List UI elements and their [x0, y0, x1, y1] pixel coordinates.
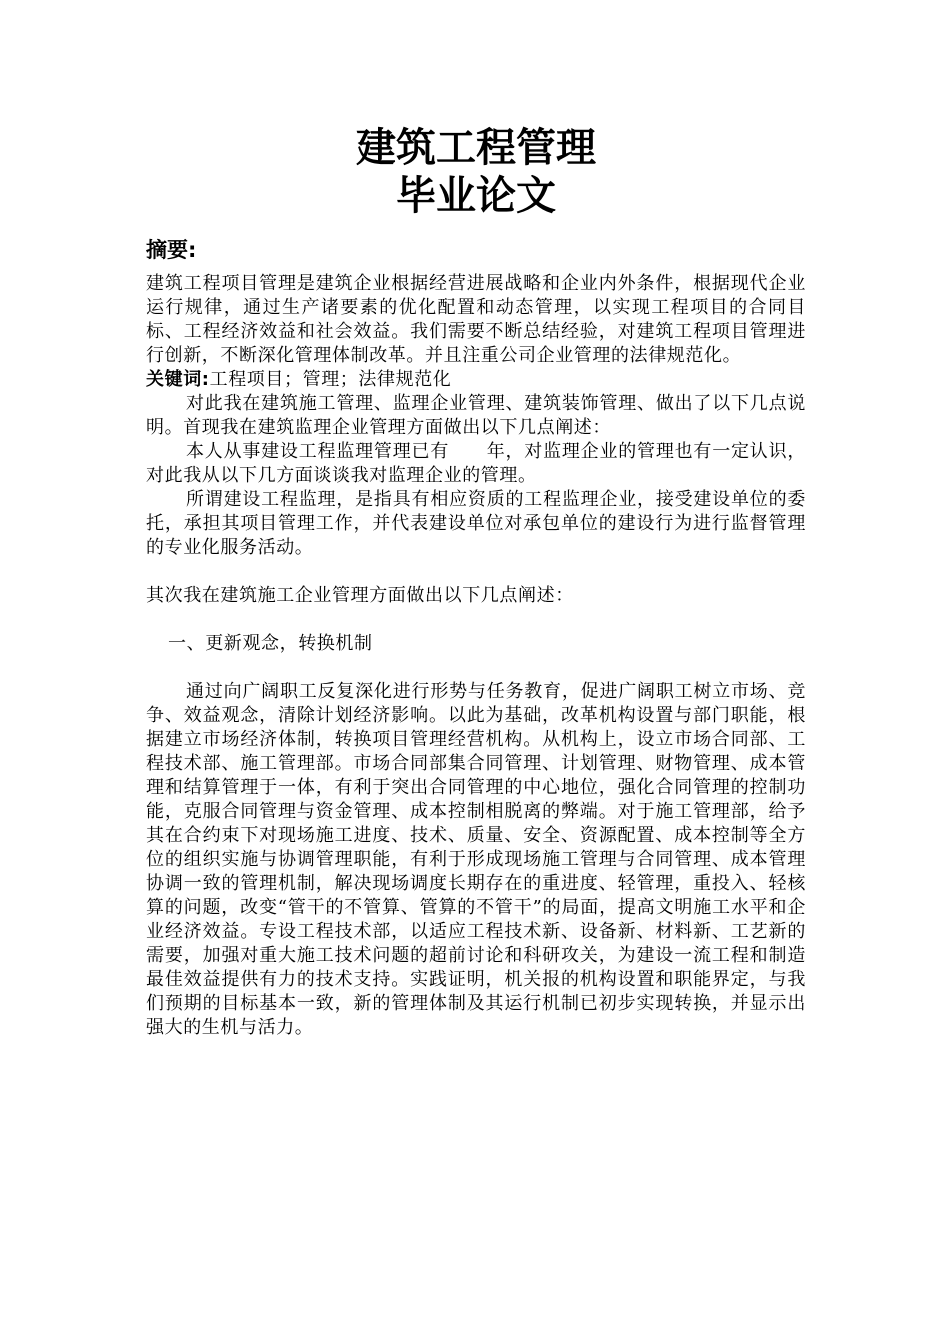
abstract-paragraph: 建筑工程项目管理是建筑企业根据经营进展战略和企业内外条件，根据现代企业运行规律，通过生产诸要素的优化配置和动态管理，以实现工程项目的合同目标、工程经济效益和社会效益。我们需要不断总结经验，对建筑工程项目管理进行创新，不断深化管理体制改革。并且注重公司企业管理的法律规范化。 — [146, 273, 806, 366]
title-line-1: 建筑工程管理 — [356, 125, 596, 171]
spacer — [146, 560, 806, 584]
abstract-heading: 摘要: — [146, 238, 197, 262]
document-title — [146, 124, 806, 220]
document-page — [146, 124, 806, 1040]
spacer — [146, 656, 806, 680]
keywords-line — [146, 368, 806, 392]
body-paragraph-3: 所谓建设工程监理，是指具有相应资质的工程监理企业，接受建设单位的委托，承担其项目管理工作，并代表建设单位对承包单位的建设行为进行监督管理的专业化服务活动。 — [146, 489, 806, 558]
body-paragraph-2: 本人从事建设工程监理管理已有 年，对监理企业的管理也有一定认识，对此我从以下几方面谈谈我对监理企业的管理。 — [146, 441, 806, 486]
title-line-2: 毕业论文 — [396, 173, 556, 219]
body-paragraph-4: 其次我在建筑施工企业管理方面做出以下几点阐述： — [146, 585, 574, 606]
body-paragraph-1: 对此我在建筑施工管理、监理企业管理、建筑装饰管理、做出了以下几点说明。首现我在建筑监理企业管理方面做出以下几点阐述： — [146, 393, 806, 438]
keywords-text: 工程项目；管理；法律规范化 — [209, 369, 452, 390]
spacer — [146, 608, 806, 632]
body-paragraph-5: 通过向广阔职工反复深化进行形势与任务教育，促进广阔职工树立市场、竞争、效益观念，清除计划经济影响。以此为基础，改革机构设置与部门职能，根据建立市场经济体制，转换项目管理经营机构。从机构上，设立市场合同部、工程技术部、施工管理部。市场合同部集合同管理、计划管理、财物管理、成本管理和结算管理于一体，有利于突出合同管理的中心地位，强化合同管理的控制功能，克服合同管理与资金管理、成本控制相脱离的弊端。对于施工管理部，给予其在合约束下对现场施工进度、技术、质量、安全、资源配置、成本控制等全方位的组织实施与协调管理职能，有利于形成现场施工管理与合同管理、成本管理协调一致的管理机制，解决现场调度长期存在的重进度、轻管理，重投入、轻核算的问题，改变“管干的不管算、管算的不管干”的局面，提高文明施工水平和企业经济效益。专设工程技术部，以适应工程技术新、设备新、材料新、工艺新的需要，加强对重大施工技术问题的超前讨论和科研攻关，为建设一流工程和制造最佳效益提供有力的技术支持。实践证明，机关报的机构设置和职能界定，与我们预期的目标基本一致，新的管理体制及其运行机制已初步实现转换，并显示出强大的生机与活力。 — [146, 681, 806, 1038]
section-heading-1: 一、更新观念，转换机制 — [168, 633, 373, 654]
keywords-label: 关键词: — [146, 369, 210, 390]
